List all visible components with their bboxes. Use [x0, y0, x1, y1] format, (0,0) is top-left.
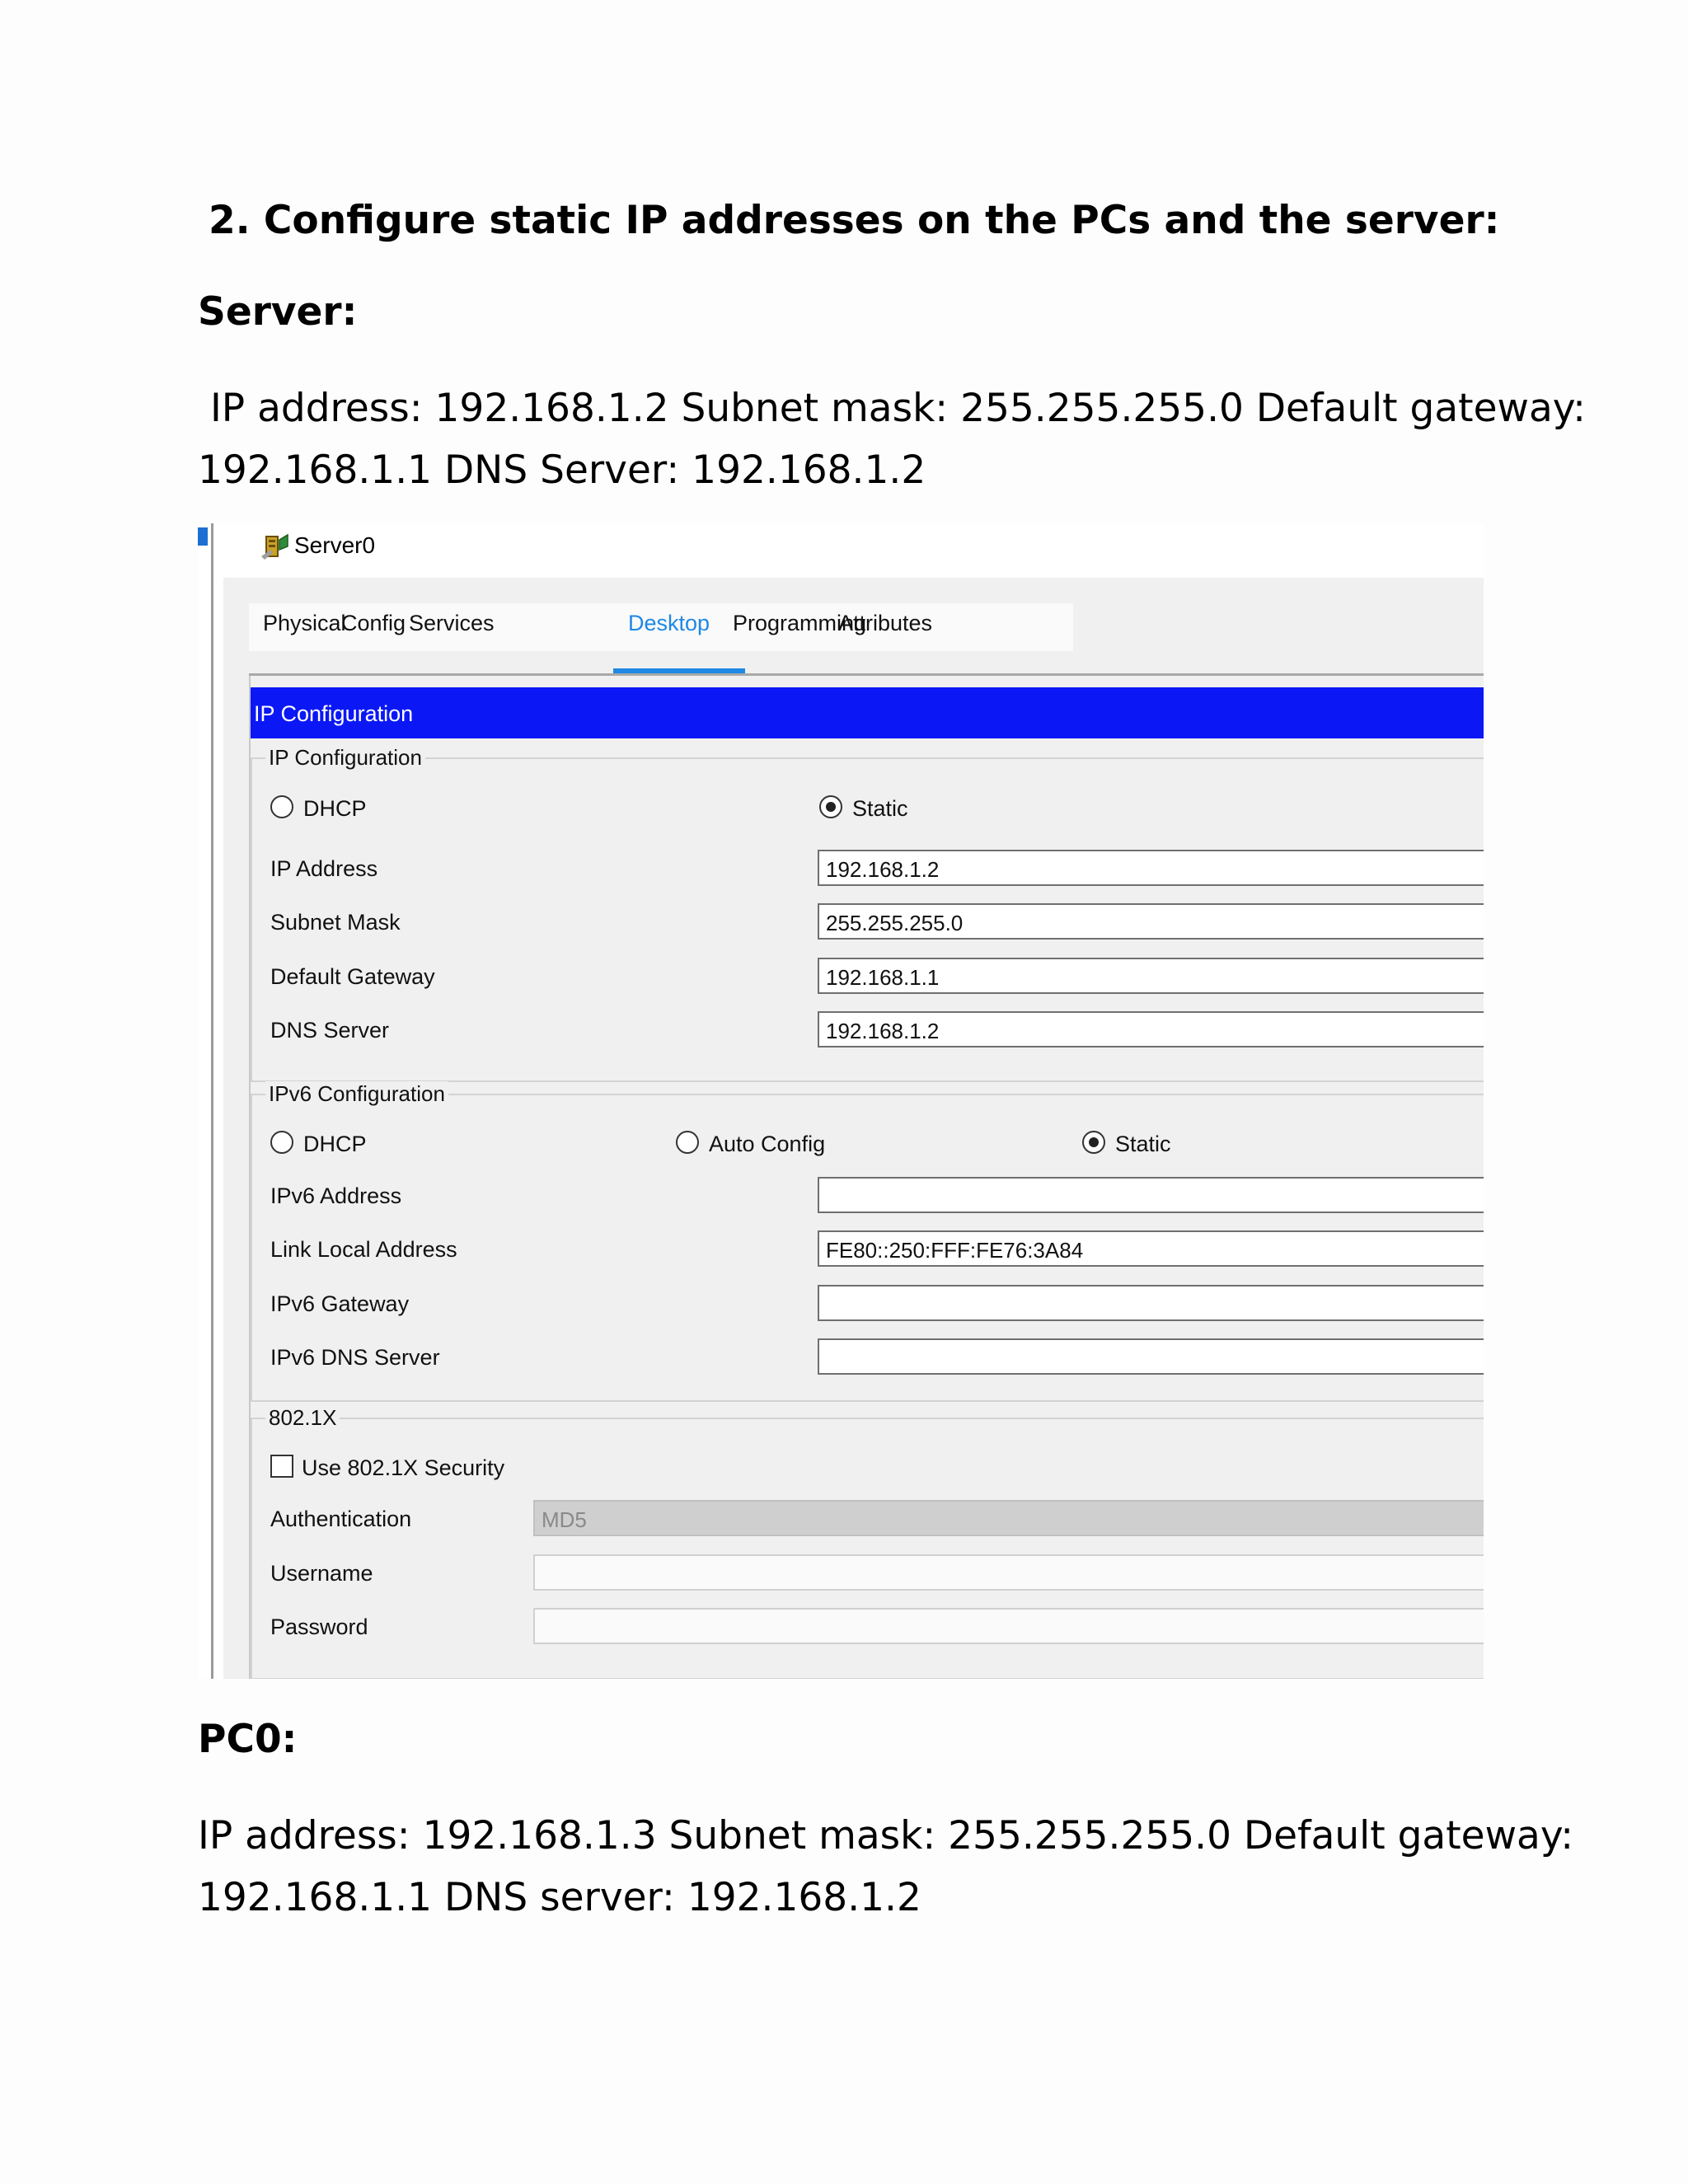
- ipv6-dns-server-input[interactable]: [818, 1338, 1484, 1375]
- pc0-description-line-1: IP address: 192.168.1.3 Subnet mask: 255.255.255.0 Default gateway:: [198, 1813, 1574, 1858]
- ipv6-dhcp-radio[interactable]: [270, 1131, 293, 1154]
- server-description: [198, 377, 1586, 501]
- ipv6-gateway-label: IPv6 Gateway: [270, 1291, 410, 1316]
- tab-desktop[interactable]: Desktop: [628, 611, 710, 635]
- ipv6-address-label: IPv6 Address: [270, 1183, 402, 1208]
- subnet-mask-value: 255.255.255.0: [826, 911, 964, 935]
- pc0-heading: PC0:: [198, 1717, 298, 1762]
- dns-server-label: DNS Server: [270, 1018, 390, 1043]
- tab-config[interactable]: Config: [341, 611, 406, 635]
- ipv6-auto-config-radio[interactable]: [676, 1131, 699, 1154]
- ip-address-label: IP Address: [270, 856, 378, 881]
- authentication-select[interactable]: [533, 1500, 1484, 1536]
- server-description-line-1: IP address: 192.168.1.2 Subnet mask: 255.255.255.0 Default gateway:: [198, 386, 1586, 431]
- authentication-value: MD5: [542, 1507, 587, 1532]
- left-rail: [198, 523, 213, 1679]
- subnet-mask-input[interactable]: [818, 903, 1484, 940]
- ipv6-address-input[interactable]: [818, 1177, 1484, 1213]
- ipv6-auto-config-label: Auto Config: [709, 1132, 826, 1156]
- config-panel: [223, 578, 1484, 1679]
- ip-configuration-legend: IP Configuration: [265, 745, 425, 771]
- desktop-content: [249, 676, 1484, 1679]
- ip-config-banner: [251, 687, 1484, 738]
- window-title: Server0: [294, 532, 376, 558]
- tab-programming[interactable]: Programming: [733, 611, 867, 635]
- dns-server-value: 192.168.1.2: [826, 1019, 940, 1043]
- ipv6-configuration-legend: IPv6 Configuration: [265, 1081, 448, 1107]
- link-local-address-value: FE80::250:FFF:FE76:3A84: [826, 1238, 1084, 1263]
- username-label: Username: [270, 1561, 373, 1586]
- server-heading: Server:: [198, 289, 358, 335]
- default-gateway-value: 192.168.1.1: [826, 965, 940, 990]
- ipv6-dns-server-label: IPv6 DNS Server: [270, 1345, 440, 1370]
- pc0-description-line-2: 192.168.1.1 DNS server: 192.168.1.2: [198, 1875, 921, 1920]
- section-heading: 2. Configure static IP addresses on the PCs and the server:: [209, 198, 1500, 243]
- default-gateway-label: Default Gateway: [270, 964, 435, 989]
- server-icon: [258, 532, 291, 565]
- tab-services[interactable]: Services: [409, 611, 495, 635]
- ipv4-dhcp-radio[interactable]: [270, 795, 293, 818]
- password-label: Password: [270, 1615, 368, 1639]
- rail-marker: [198, 527, 208, 546]
- link-local-address-input[interactable]: [818, 1230, 1484, 1267]
- ipv4-dhcp-label: DHCP: [303, 796, 367, 821]
- default-gateway-input[interactable]: [818, 958, 1484, 994]
- ip-address-input[interactable]: [818, 850, 1484, 886]
- dns-server-input[interactable]: [818, 1011, 1484, 1047]
- tab-attributes[interactable]: Attributes: [838, 611, 933, 635]
- ipv4-static-label: Static: [852, 796, 908, 821]
- window-title-bar: [223, 523, 1484, 578]
- ipv4-static-radio[interactable]: [819, 795, 842, 818]
- username-input[interactable]: [533, 1554, 1484, 1591]
- ip-config-banner-title: IP Configuration: [254, 701, 414, 726]
- ipv6-static-radio[interactable]: [1082, 1131, 1105, 1154]
- tab-physical[interactable]: Physical: [263, 611, 346, 635]
- use-8021x-checkbox[interactable]: [270, 1455, 293, 1478]
- subnet-mask-label: Subnet Mask: [270, 910, 401, 935]
- ipv6-static-label: Static: [1115, 1132, 1171, 1156]
- password-input[interactable]: [533, 1608, 1484, 1644]
- pc0-description: [198, 1805, 1573, 1929]
- use-8021x-label: Use 802.1X Security: [302, 1455, 505, 1480]
- server-config-screenshot: [198, 523, 1484, 1679]
- ipv6-gateway-input[interactable]: [818, 1285, 1484, 1321]
- dot1x-legend: 802.1X: [265, 1405, 340, 1431]
- ip-address-value: 192.168.1.2: [826, 857, 940, 882]
- ipv6-dhcp-label: DHCP: [303, 1132, 367, 1156]
- server-description-line-2: 192.168.1.1 DNS Server: 192.168.1.2: [198, 448, 926, 493]
- link-local-address-label: Link Local Address: [270, 1237, 457, 1262]
- authentication-label: Authentication: [270, 1507, 412, 1531]
